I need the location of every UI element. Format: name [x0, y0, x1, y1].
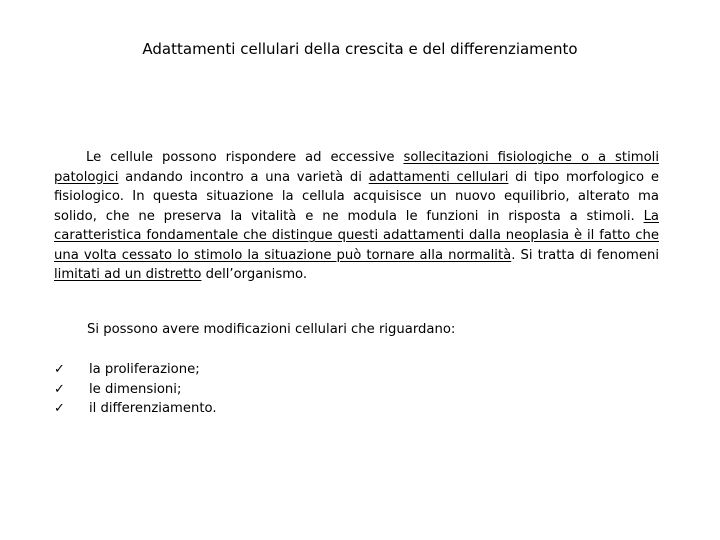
paragraph-segment-2: andando incontro a una varietà di: [118, 169, 369, 185]
paragraph-segment-8: dell’organismo.: [201, 267, 308, 282]
list-item-label: la proliferazione;: [89, 362, 200, 377]
list-intro: Si possono avere modificazioni cellulari che riguardano:: [87, 322, 456, 337]
page-title: Adattamenti cellulari della crescita e del differenziamento: [142, 40, 578, 58]
list-item: [54, 380, 217, 400]
paragraph-segment-3: adattamenti cellulari: [368, 169, 509, 185]
list-item-label: le dimensioni;: [89, 381, 182, 397]
paragraph-segment-5: La caratteristica fondamentale che distingue questi adattamenti dalla neoplasia è il fatto che una volta cessato lo stimolo la situazione può tornare alla normalità: [54, 208, 659, 263]
paragraph-segment-4: di tipo morfologico e fisiologico. In questa situazione la cellula acquisisce un nuovo equilibrio, alterato ma solido, che ne preserva la vitalità e ne modula le funzioni in risposta a stimoli.: [54, 169, 659, 224]
list-item-label: il differenziamento.: [89, 401, 217, 416]
paragraph-segment-1: sollecitazioni fisiologiche o a stimoli patologici: [54, 150, 659, 185]
paragraph-segment-6: . Si tratta di fenomeni: [511, 247, 659, 263]
paragraph-segment-0: Le cellule possono rispondere ad eccessive: [86, 150, 404, 165]
check-icon: ✓: [54, 362, 65, 377]
check-icon: ✓: [54, 401, 65, 416]
paragraph-segment-7: limitati ad un distretto: [54, 267, 202, 282]
modifications-list: [54, 360, 217, 419]
list-item: [54, 399, 217, 419]
list-item: [54, 360, 217, 380]
check-icon: ✓: [54, 381, 65, 397]
body-paragraph: [54, 148, 659, 285]
